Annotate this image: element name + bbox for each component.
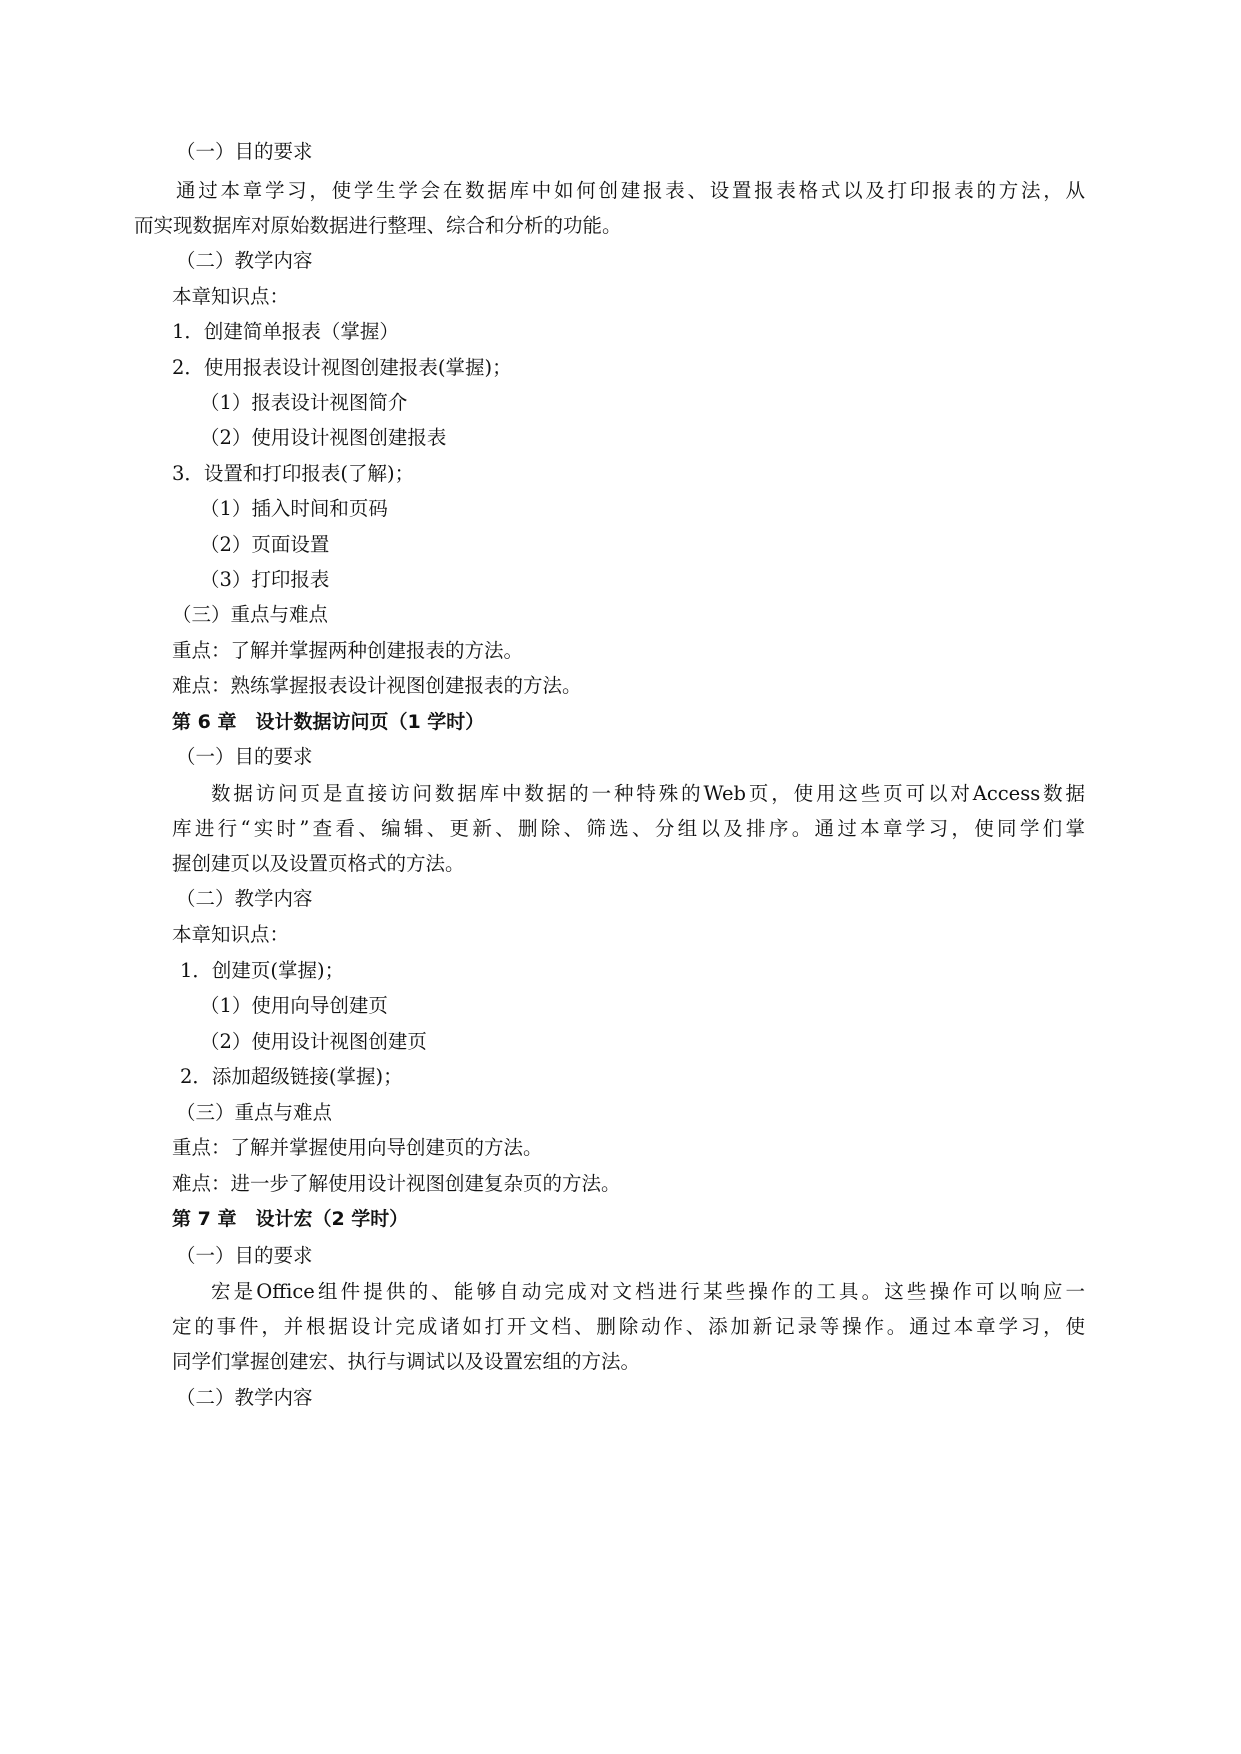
sub-list-item: （2）使用设计视图创建报表 xyxy=(200,426,447,449)
chapter-title: 第 7 章 设计宏（2 学时） xyxy=(172,1208,409,1230)
paragraph-line: 库进行“实时”查看、编辑、更新、删除、筛选、分组以及排序。通过本章学习，使同学们掌 xyxy=(172,817,1085,840)
sub-list-item: （2）使用设计视图创建页 xyxy=(200,1030,427,1053)
sub-list-item: （2）页面设置 xyxy=(200,533,330,556)
section-heading: （一）目的要求 xyxy=(176,140,313,163)
list-item: 2．添加超级链接(掌握)； xyxy=(180,1065,403,1088)
list-item: 1．创建简单报表（掌握） xyxy=(172,320,399,343)
paragraph-line: 同学们掌握创建宏、执行与调试以及设置宏组的方法。 xyxy=(172,1350,641,1373)
section-heading: （一）目的要求 xyxy=(176,745,313,768)
sub-list-item: （3）打印报表 xyxy=(200,568,330,591)
section-heading: （二）教学内容 xyxy=(176,249,313,272)
list-item: 1．创建页(掌握)； xyxy=(180,959,345,982)
paragraph-line: 难点：熟练掌握报表设计视图创建报表的方法。 xyxy=(172,674,582,697)
sub-list-item: （1）插入时间和页码 xyxy=(200,497,388,520)
list-item: 3．设置和打印报表(了解)； xyxy=(172,462,415,485)
paragraph-line: 本章知识点： xyxy=(172,285,290,308)
paragraph-line: 宏是Office组件提供的、能够自动完成对文档进行某些操作的工具。这些操作可以响应一 xyxy=(211,1280,1085,1303)
sub-list-item: （1）使用向导创建页 xyxy=(200,994,388,1017)
list-item: 2．使用报表设计视图创建报表(掌握)； xyxy=(172,356,512,379)
sub-list-item: （1）报表设计视图简介 xyxy=(200,391,408,414)
section-heading: （三）重点与难点 xyxy=(176,1101,333,1124)
paragraph-line: 重点：了解并掌握使用向导创建页的方法。 xyxy=(172,1136,543,1159)
paragraph-line: 而实现数据库对原始数据进行整理、综合和分析的功能。 xyxy=(134,214,622,237)
section-heading: （一）目的要求 xyxy=(176,1244,313,1267)
paragraph-line: 难点：进一步了解使用设计视图创建复杂页的方法。 xyxy=(172,1172,621,1195)
section-heading: （二）教学内容 xyxy=(176,887,313,910)
paragraph-line: 数据访问页是直接访问数据库中数据的一种特殊的Web页，使用这些页可以对Access数据 xyxy=(211,782,1085,805)
paragraph-line: 握创建页以及设置页格式的方法。 xyxy=(172,852,465,875)
paragraph-line: 通过本章学习，使学生学会在数据库中如何创建报表、设置报表格式以及打印报表的方法，从 xyxy=(176,179,1085,202)
paragraph-line: 定的事件，并根据设计完成诸如打开文档、删除动作、添加新记录等操作。通过本章学习，使 xyxy=(172,1315,1085,1338)
section-heading: （三）重点与难点 xyxy=(172,603,329,626)
paragraph-line: 重点：了解并掌握两种创建报表的方法。 xyxy=(172,639,524,662)
chapter-title: 第 6 章 设计数据访问页（1 学时） xyxy=(172,711,485,733)
section-heading: （二）教学内容 xyxy=(176,1386,313,1409)
paragraph-line: 本章知识点： xyxy=(172,923,290,946)
